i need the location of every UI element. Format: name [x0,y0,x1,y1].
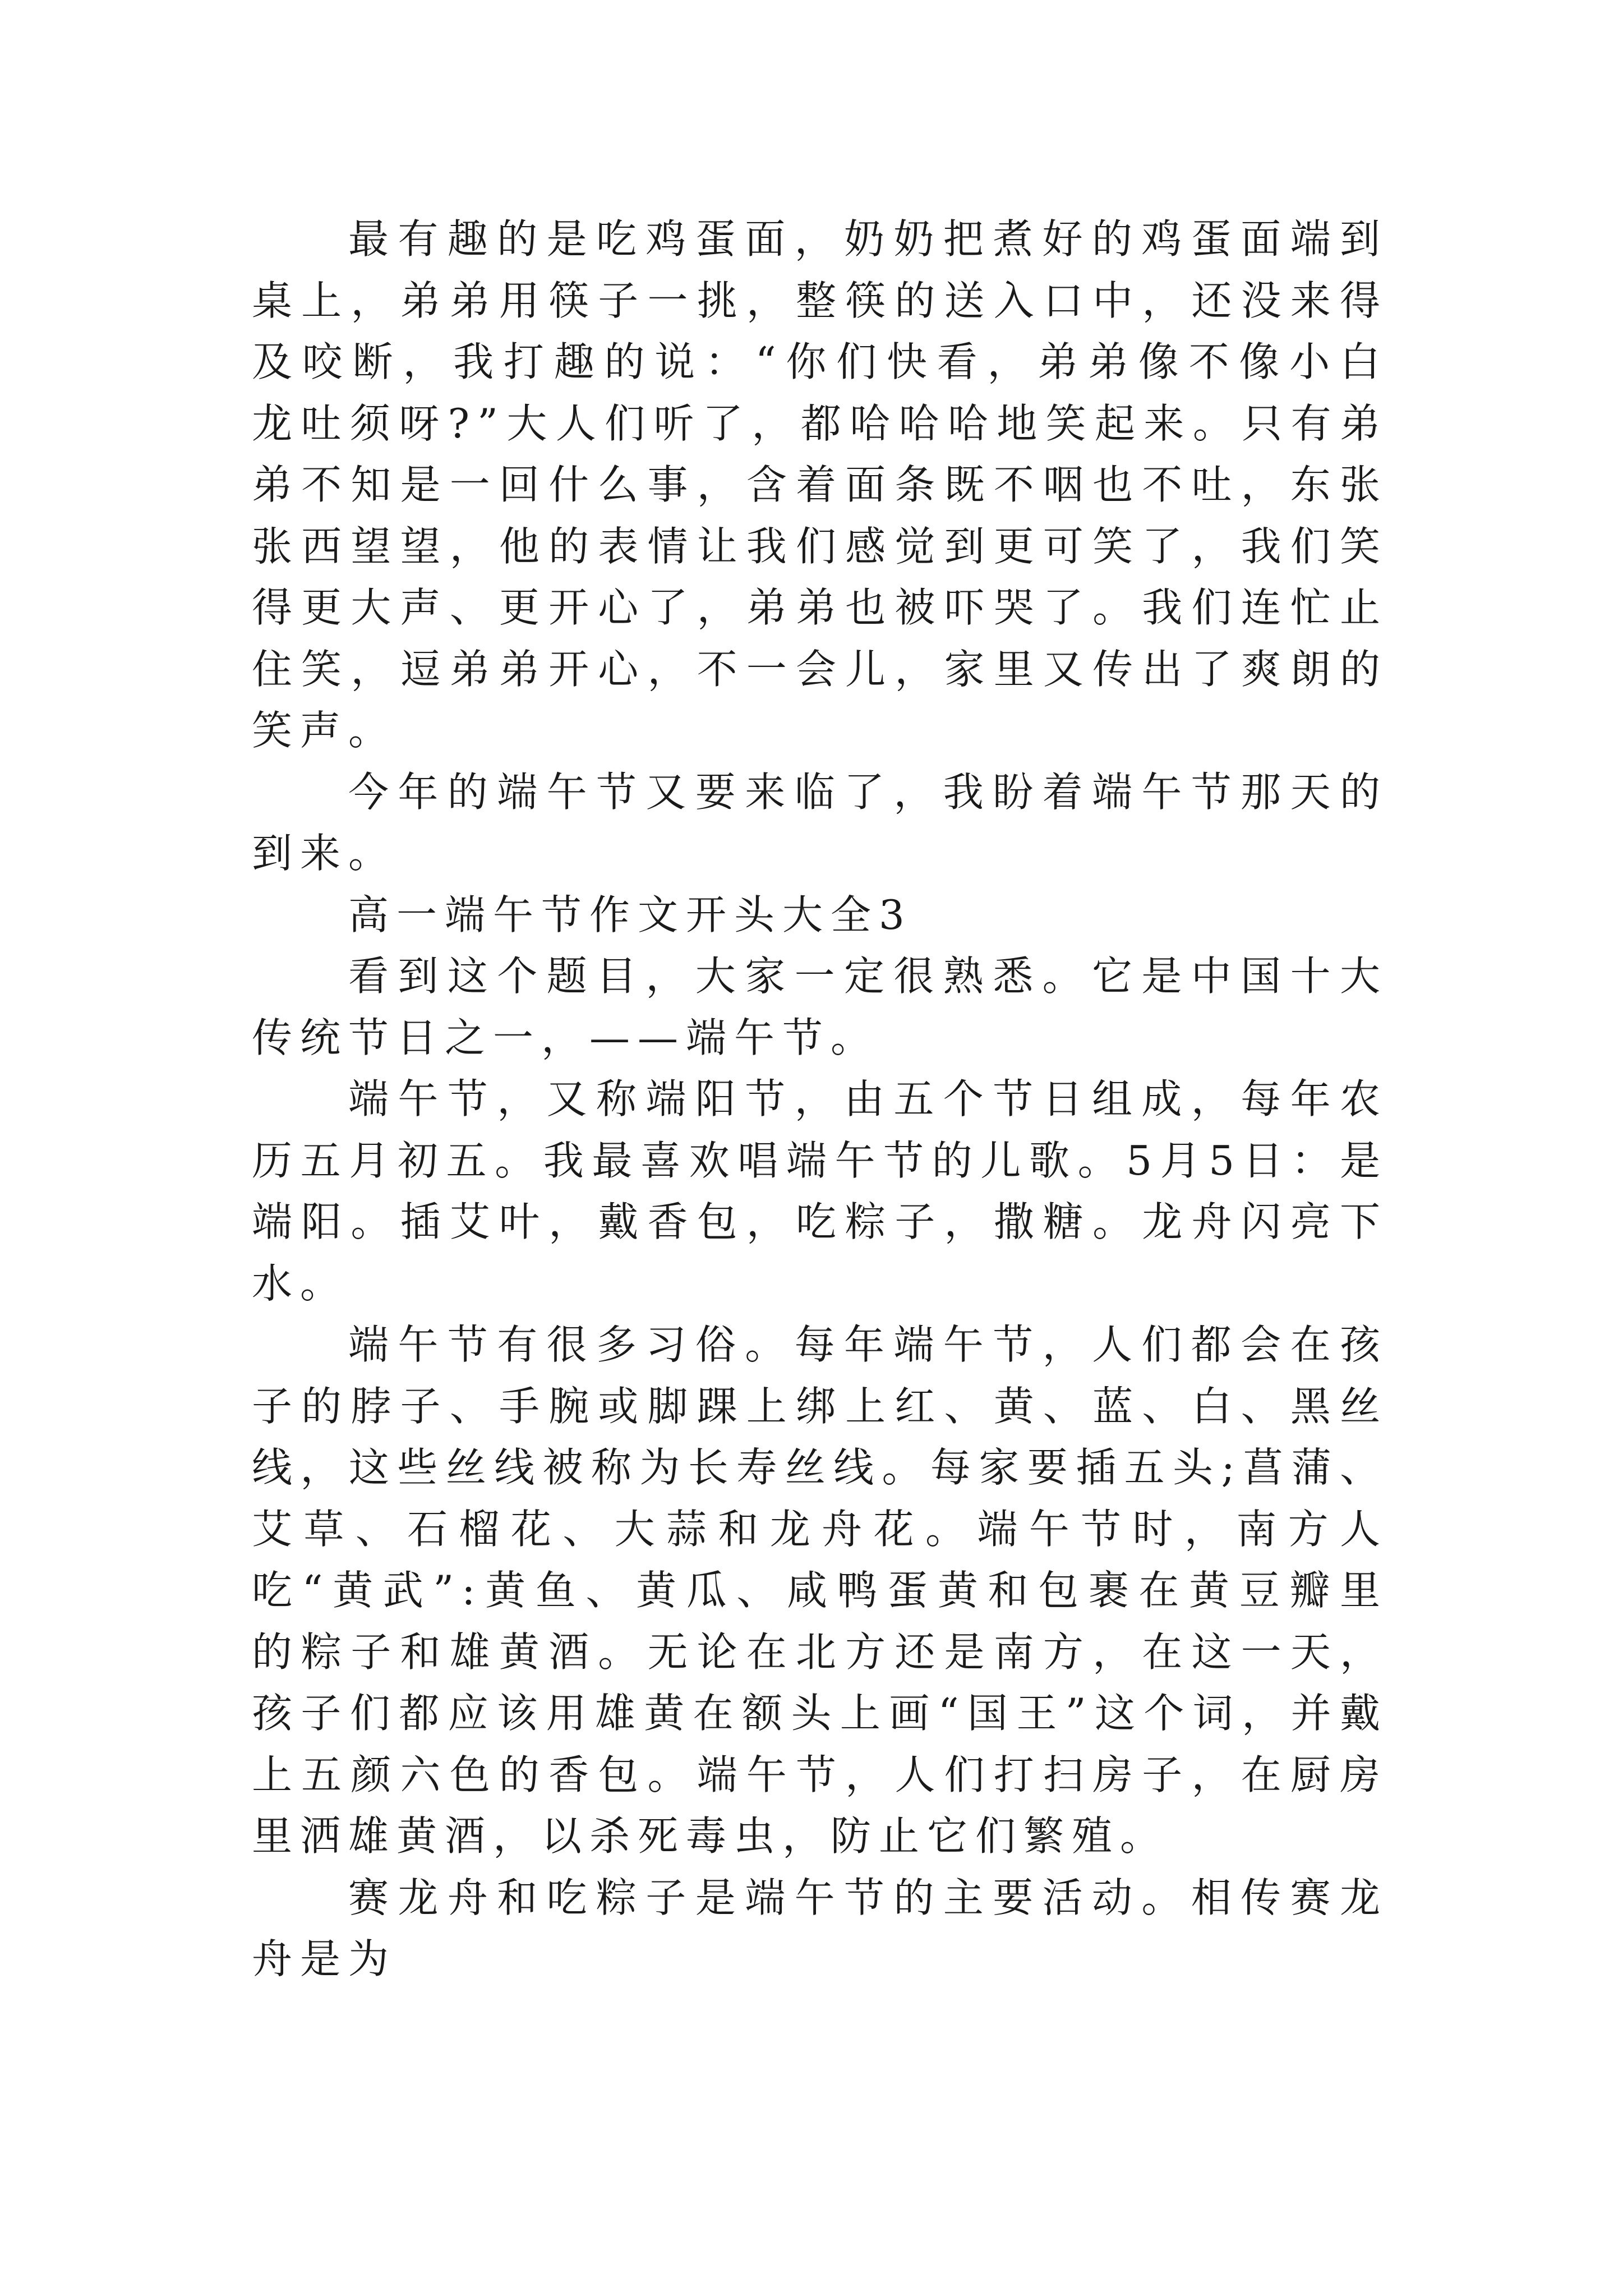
paragraph-looking-forward: 今年的端午节又要来临了，我盼着端午节那天的到来。 [252,768,1388,877]
document-body [252,209,1388,1990]
paragraph-topic-intro: 看到这个题目，大家一定很熟悉。它是中国十大传统节日之一，——端午节。 [252,953,1388,1061]
paragraph-festival-definition: 端午节，又称端阳节，由五个节日组成，每年农历五月初五。我最喜欢唱端午节的儿歌。5月5日：是端阳。插艾叶，戴香包，吃粽子，撒糖。龙舟闪亮下水。 [252,1075,1388,1307]
paragraph-egg-noodles: 最有趣的是吃鸡蛋面，奶奶把煮好的鸡蛋面端到桌上，弟弟用筷子一挑，整筷的送入口中，还没来得及咬断，我打趣的说：“你们快看，弟弟像不像小白龙吐须呀?”大人们听了，都哈哈哈地笑起来。只有弟弟不知是一回什么事，含着面条既不咽也不吐，东张张西望望，他的表情让我们感觉到更可笑了，我们笑得更大声、更开心了，弟弟也被吓哭了。我们连忙止住笑，逗弟弟开心，不一会儿，家里又传出了爽朗的笑声。 [252,215,1388,754]
paragraph-dragon-boat: 赛龙舟和吃粽子是端午节的主要活动。相传赛龙舟是为 [252,1874,1388,1982]
section-heading: 高一端午节作文开头大全3 [348,891,912,938]
paragraph-customs: 端午节有很多习俗。每年端午节，人们都会在孩子的脖子、手腕或脚踝上绑上红、黄、蓝、白、黑丝线，这些丝线被称为长寿丝线。每家要插五头;菖蒲、艾草、石榴花、大蒜和龙舟花。端午节时，南方人吃“黄武”:黄鱼、黄瓜、咸鸭蛋黄和包裹在黄豆瓣里的粽子和雄黄酒。无论在北方还是南方，在这一天，孩子们都应该用雄黄在额头上画“国王”这个词，并戴上五颜六色的香包。端午节，人们打扫房子，在厨房里洒雄黄酒，以杀死毒虫，防止它们繁殖。 [252,1321,1388,1860]
